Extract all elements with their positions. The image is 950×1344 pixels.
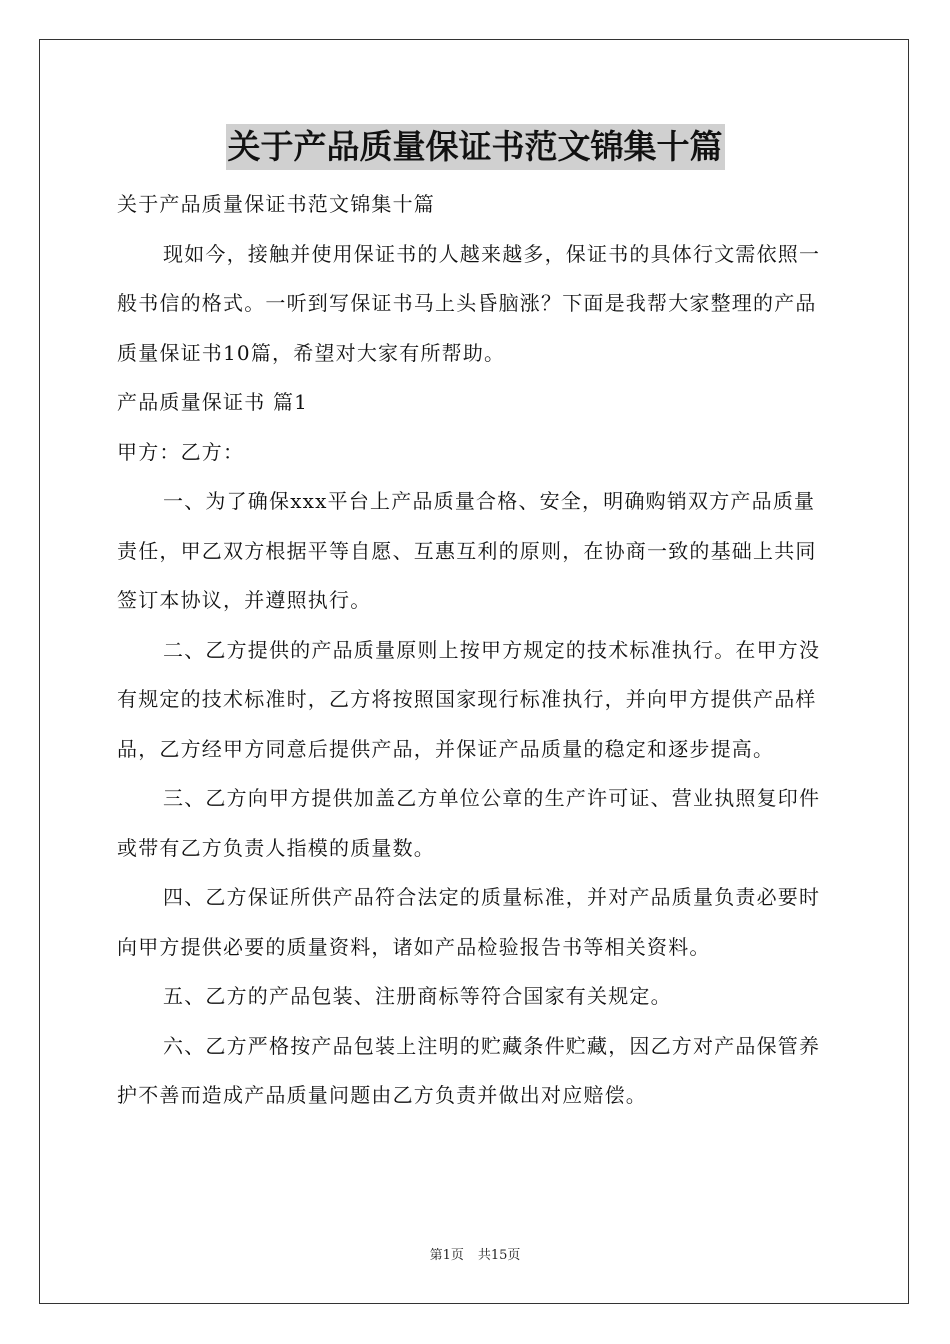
- document-body: [117, 180, 835, 1121]
- page-total: 共15页: [477, 1248, 521, 1263]
- section-heading: 产品质量保证书 篇1: [117, 390, 309, 414]
- clause-paragraph-1: 一、为了确保xxx平台上产品质量合格、安全，明确购销双方产品质量责任，甲乙双方根据平等自愿、互惠互利的原则，在协商一致的基础上共同签订本协议，并遵照执行。: [117, 489, 817, 612]
- clause-paragraph-3: 三、乙方向甲方提供加盖乙方单位公章的生产许可证、营业执照复印件或带有乙方负责人指模的质量数。: [117, 786, 821, 860]
- page-footer: [0, 1248, 950, 1264]
- intro-paragraph: 现如今，接触并使用保证书的人越来越多，保证书的具体行文需依照一般书信的格式。一听到写保证书马上头昏脑涨？下面是我帮大家整理的产品质量保证书10篇，希望对大家有所帮助。: [117, 241, 821, 365]
- clause-paragraph-5: 五、乙方的产品包装、注册商标等符合国家有关规定。: [163, 984, 672, 1008]
- subtitle-line: 关于产品质量保证书范文锦集十篇: [117, 192, 435, 216]
- parties-line: 甲方：乙方：: [117, 439, 245, 464]
- clause-paragraph-2: 二、乙方提供的产品质量原则上按甲方规定的技术标准执行。在甲方没有规定的技术标准时，乙方将按照国家现行标准执行，并向甲方提供产品样品，乙方经甲方同意后提供产品，并保证产品质量的稳定和逐步提高。: [117, 637, 821, 761]
- title-container: [0, 124, 950, 170]
- page-number: 第1页: [429, 1248, 464, 1263]
- clause-paragraph-6: 六、乙方严格按产品包装上注明的贮藏条件贮藏，因乙方对产品保管养护不善而造成产品质量问题由乙方负责并做出对应赔偿。: [117, 1033, 821, 1107]
- clause-paragraph-4: 四、乙方保证所供产品符合法定的质量标准，并对产品质量负责必要时向甲方提供必要的质量资料，诸如产品检验报告书等相关资料。: [117, 885, 821, 959]
- document-title: 关于产品质量保证书范文锦集十篇: [226, 124, 725, 170]
